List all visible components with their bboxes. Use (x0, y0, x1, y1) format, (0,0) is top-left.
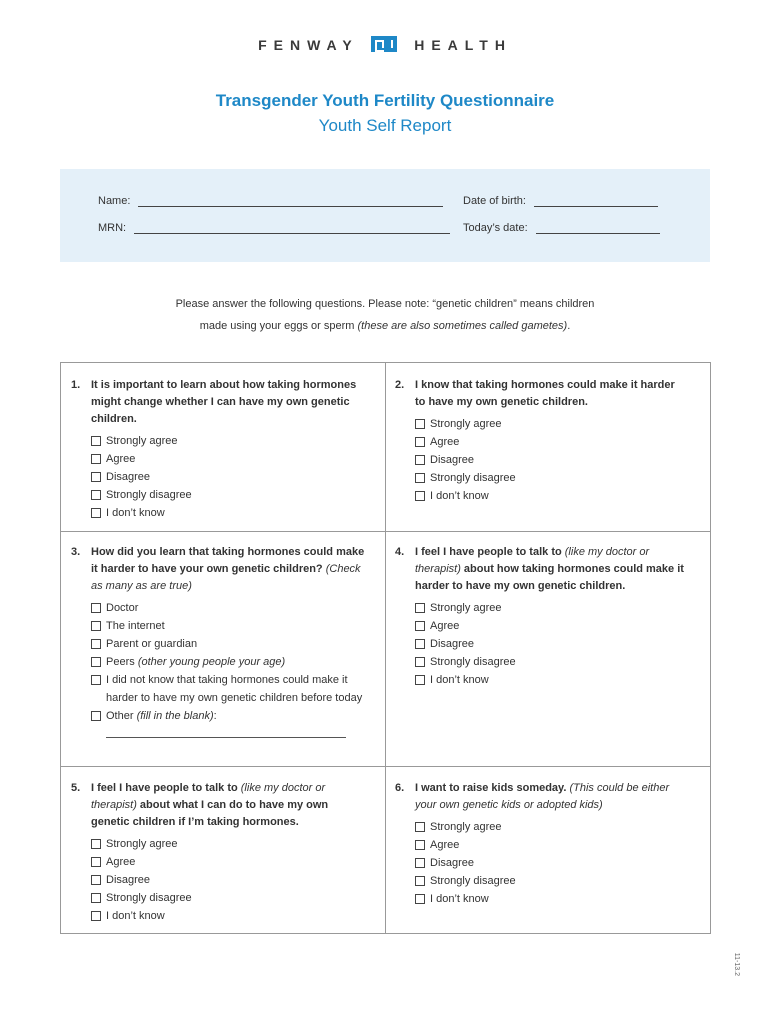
checkbox-icon[interactable] (91, 639, 101, 649)
question-2-options (395, 415, 685, 505)
option-label: Parent or guardian (106, 638, 198, 650)
option-checkbox[interactable] (415, 415, 685, 433)
page-title: Transgender Youth Fertility Questionnaire (215, 91, 555, 110)
question-number: 4. (395, 546, 405, 558)
checkbox-icon[interactable] (91, 436, 101, 446)
checkbox-icon[interactable] (91, 857, 101, 867)
option-checkbox[interactable] (415, 487, 685, 505)
question-4-text (395, 544, 685, 595)
option-checkbox[interactable] (415, 433, 685, 451)
question-label: I know that taking hormones could make it harder to have my own genetic children. (415, 379, 675, 408)
question-label: How did you learn that taking hormones could make it harder to have your own genetic children? (91, 546, 365, 575)
option-label: Strongly disagree (430, 656, 516, 668)
fenway-logo-icon (371, 36, 397, 52)
mrn-field[interactable] (98, 222, 450, 234)
checkbox-icon[interactable] (91, 603, 101, 613)
option-label: Strongly disagree (106, 489, 192, 501)
option-label: Disagree (430, 454, 475, 466)
option-checkbox[interactable] (415, 469, 685, 487)
option-checkbox[interactable] (91, 432, 361, 450)
row-divider-1 (61, 531, 710, 532)
option-label: I don’t know (106, 910, 165, 922)
option-checkbox[interactable] (415, 818, 685, 836)
instructions-italic: (these are also sometimes called gametes) (357, 320, 568, 332)
option-checkbox[interactable] (91, 653, 366, 671)
question-6-options (395, 818, 685, 908)
option-checkbox[interactable] (91, 486, 361, 504)
checkbox-icon[interactable] (91, 875, 101, 885)
question-number: 1. (71, 379, 81, 391)
dob-blank[interactable] (534, 196, 658, 207)
logo-text-left: FENWAY (258, 37, 359, 53)
question-5-options (71, 835, 366, 925)
option-label: The internet (106, 620, 165, 632)
option-label: Strongly agree (430, 821, 502, 833)
checkbox-icon[interactable] (91, 675, 101, 685)
checkbox-icon[interactable] (415, 455, 425, 465)
checkbox-icon[interactable] (415, 491, 425, 501)
checkbox-icon[interactable] (91, 621, 101, 631)
question-4 (395, 544, 685, 689)
checkbox-icon[interactable] (91, 472, 101, 482)
question-6-text (395, 780, 685, 814)
option-checkbox[interactable] (91, 853, 366, 871)
option-label: Strongly agree (106, 435, 178, 447)
option-checkbox[interactable] (415, 671, 685, 689)
question-1-text (71, 377, 361, 428)
today-label: Today’s date: (463, 222, 528, 234)
option-label: Agree (430, 620, 460, 632)
checkbox-icon[interactable] (415, 876, 425, 886)
today-field[interactable] (463, 222, 660, 234)
question-note: (like my doctor or therapist) (415, 546, 650, 575)
checkbox-icon[interactable] (91, 839, 101, 849)
option-checkbox[interactable] (91, 707, 366, 725)
option-checkbox[interactable] (91, 504, 361, 522)
patient-info-box (60, 169, 710, 262)
option-checkbox[interactable] (91, 617, 366, 635)
checkbox-icon[interactable] (415, 639, 425, 649)
checkbox-icon[interactable] (415, 858, 425, 868)
name-label: Name: (98, 195, 131, 207)
mrn-blank[interactable] (134, 223, 450, 234)
form-code: 11-13.2 (733, 952, 740, 976)
question-note: (Check as many as are true) (91, 563, 361, 592)
checkbox-icon[interactable] (91, 490, 101, 500)
option-label: Strongly agree (430, 418, 502, 430)
question-6 (395, 780, 685, 908)
option-label: Peers (106, 656, 135, 668)
option-label: Disagree (430, 638, 475, 650)
question-label: I feel I have people to talk to (91, 782, 241, 794)
option-checkbox[interactable] (91, 671, 366, 707)
checkbox-icon[interactable] (91, 911, 101, 921)
instructions-period: . (567, 320, 571, 332)
questions-grid (60, 362, 711, 934)
question-number: 6. (395, 782, 405, 794)
question-number: 3. (71, 546, 81, 558)
logo-text-right: HEALTH (414, 37, 512, 53)
option-checkbox[interactable] (91, 635, 366, 653)
checkbox-icon[interactable] (415, 473, 425, 483)
name-blank[interactable] (138, 196, 443, 207)
option-label: Doctor (106, 602, 139, 614)
option-label: Disagree (106, 874, 151, 886)
question-label: I feel I have people to talk to (415, 546, 565, 558)
checkbox-icon[interactable] (415, 419, 425, 429)
question-note: (like my doctor or therapist) (91, 782, 326, 811)
today-blank[interactable] (536, 223, 660, 234)
instructions-line-2 (0, 315, 770, 337)
checkbox-icon[interactable] (91, 711, 101, 721)
question-1 (71, 377, 361, 522)
option-checkbox[interactable] (415, 836, 685, 854)
option-checkbox[interactable] (415, 635, 685, 653)
question-3-text (71, 544, 366, 595)
option-label: Strongly disagree (106, 892, 192, 904)
question-2-text (395, 377, 685, 411)
option-label: Strongly disagree (430, 875, 516, 887)
question-note: (This could be either your own genetic kids or adopted kids) (415, 782, 670, 811)
option-label: I don’t know (430, 674, 489, 686)
option-label: I don’t know (106, 507, 165, 519)
option-label: Agree (430, 436, 460, 448)
option-checkbox[interactable] (91, 907, 366, 925)
option-checkbox[interactable] (415, 872, 685, 890)
option-note: (other young people your age) (137, 656, 286, 668)
question-label: It is important to learn about how taking hormones might change whether I can have my own genetic children. (91, 379, 357, 425)
column-divider (385, 363, 386, 933)
option-label: I don’t know (430, 490, 489, 502)
row-divider-2 (61, 766, 710, 767)
question-number: 2. (395, 379, 405, 391)
checkbox-icon[interactable] (415, 621, 425, 631)
option-label: Strongly agree (106, 838, 178, 850)
checkbox-icon[interactable] (415, 840, 425, 850)
question-label-end: about what I can do to have my own genetic children if I’m taking hormones. (91, 799, 329, 828)
checkbox-icon[interactable] (91, 657, 101, 667)
mrn-label: MRN: (98, 222, 127, 234)
option-label: I don’t know (430, 893, 489, 905)
option-checkbox[interactable] (91, 599, 366, 617)
question-5 (71, 780, 366, 925)
dob-field[interactable] (463, 195, 658, 207)
option-checkbox[interactable] (91, 889, 366, 907)
checkbox-icon[interactable] (415, 675, 425, 685)
option-checkbox[interactable] (415, 653, 685, 671)
question-3 (71, 544, 366, 738)
option-label: Disagree (106, 471, 151, 483)
option-label: Disagree (430, 857, 475, 869)
option-checkbox[interactable] (415, 599, 685, 617)
option-label: I did not know that taking hormones could make it harder to have my own genetic children before today (106, 674, 363, 704)
question-2 (395, 377, 685, 505)
option-label: Strongly disagree (430, 472, 516, 484)
checkbox-icon[interactable] (415, 894, 425, 904)
option-label: Agree (106, 856, 136, 868)
option-checkbox[interactable] (415, 854, 685, 872)
option-colon: : (213, 710, 217, 722)
option-checkbox[interactable] (415, 451, 685, 469)
option-label: Strongly agree (430, 602, 502, 614)
question-number: 5. (71, 782, 81, 794)
question-label-end: about how taking hormones could make it harder to have my own genetic children. (415, 563, 684, 592)
instructions (0, 293, 770, 337)
other-fill-in-blank[interactable] (106, 725, 346, 738)
question-4-options (395, 599, 685, 689)
dob-label: Date of birth: (463, 195, 526, 207)
option-note: (fill in the blank) (136, 710, 214, 722)
option-checkbox[interactable] (91, 835, 366, 853)
option-checkbox[interactable] (91, 450, 361, 468)
question-label: I want to raise kids someday. (415, 782, 567, 794)
checkbox-icon[interactable] (415, 603, 425, 613)
instructions-text: made using your eggs or sperm (199, 320, 358, 332)
question-1-options (71, 432, 361, 522)
option-label: Other (106, 710, 134, 722)
instructions-line-1: Please answer the following questions. Please note: “genetic children” means children (175, 298, 595, 310)
option-checkbox[interactable] (415, 890, 685, 908)
name-field[interactable] (98, 195, 443, 207)
question-3-options (71, 599, 366, 725)
checkbox-icon[interactable] (415, 437, 425, 447)
question-5-text (71, 780, 366, 831)
fenway-health-logo (0, 36, 770, 53)
checkbox-icon[interactable] (91, 508, 101, 518)
checkbox-icon[interactable] (415, 822, 425, 832)
checkbox-icon[interactable] (91, 454, 101, 464)
page-subtitle: Youth Self Report (318, 116, 452, 135)
checkbox-icon[interactable] (415, 657, 425, 667)
option-label: Agree (106, 453, 136, 465)
option-checkbox[interactable] (415, 617, 685, 635)
checkbox-icon[interactable] (91, 893, 101, 903)
option-checkbox[interactable] (91, 468, 361, 486)
option-checkbox[interactable] (91, 871, 366, 889)
option-label: Agree (430, 839, 460, 851)
